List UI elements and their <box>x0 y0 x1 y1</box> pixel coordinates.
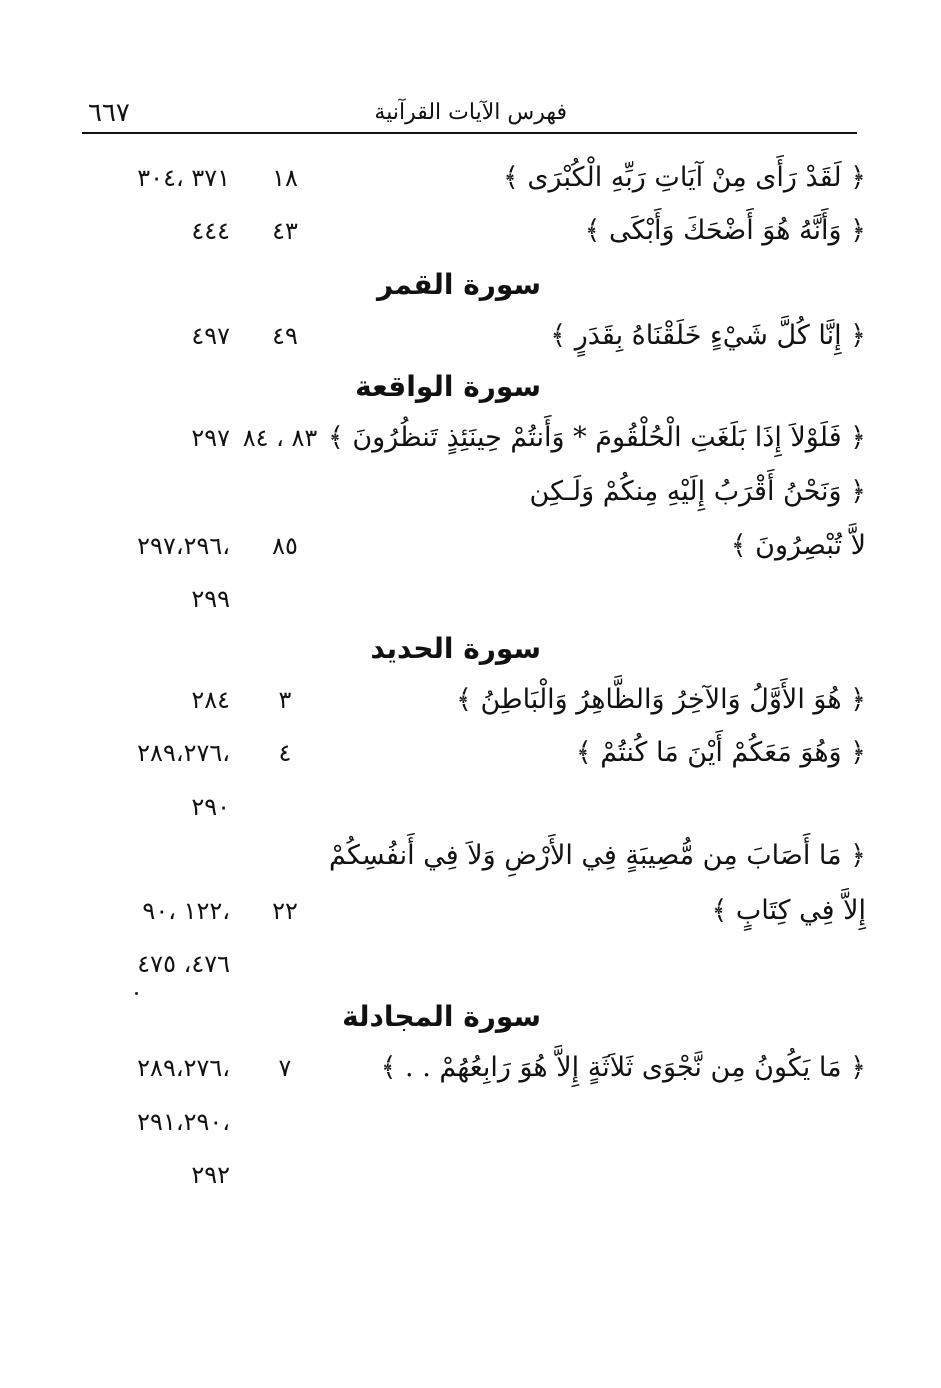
page-refs: ،٢٨٩،٢٧٦ <box>137 739 230 767</box>
page-refs: ٢٩٢ <box>191 1161 230 1189</box>
index-entry <box>0 787 941 837</box>
ayah-number: ٧ <box>278 1054 292 1082</box>
page-refs: ٢٨٤ <box>191 686 230 714</box>
page-refs: ،٢٩١،٢٩٠ <box>137 1108 230 1136</box>
page-refs: ،١٢٢ ،٩٠ <box>142 897 230 925</box>
page-refs: ٢٩٠ <box>191 793 230 821</box>
surah-heading: سورة المجادلة <box>342 1000 541 1033</box>
ayah-number: ٤٩ <box>272 322 298 350</box>
index-entry <box>0 418 941 468</box>
verse-text: ﴿ هُوَ الأَوَّلُ وَالآخِرُ وَالظَّاهِرُ وَالْبَاطِنُ ﴾ <box>456 684 866 715</box>
index-entry <box>0 836 941 886</box>
index-entry <box>0 526 941 576</box>
ayah-number: ٢٢ <box>272 897 298 925</box>
running-title: فهرس الآيات القرآنية <box>374 100 567 125</box>
surah-heading: سورة الحديد <box>370 632 541 665</box>
ayah-number: ٣ <box>278 686 292 714</box>
index-entry <box>0 680 941 730</box>
verse-text: ﴿ وَهُوَ مَعَكُمْ أَيْنَ مَا كُنتُمْ ﴾ <box>575 737 866 768</box>
page-refs: ٤٤٤ <box>191 217 230 245</box>
verse-text: ﴿ مَا يَكُونُ مِن نَّجْوَى ثَلاَثَةٍ إِلاَّ هُوَ رَابِعُهُمْ . . ﴾ <box>380 1052 866 1083</box>
page-refs: ٢٩٧ <box>191 424 230 452</box>
index-entry <box>0 211 941 261</box>
surah-heading: سورة الواقعة <box>355 370 541 403</box>
index-entry <box>0 316 941 366</box>
ayah-number: ٤ <box>278 739 292 767</box>
page-refs: ٤٩٧ <box>191 322 230 350</box>
page-header <box>82 96 857 136</box>
verse-text: لاَّ تُبْصِرُونَ ﴾ <box>730 530 866 561</box>
index-entry <box>0 944 941 994</box>
page-refs: ،٢٩٧،٢٩٦ <box>137 532 230 560</box>
verse-text: ﴿ وَأَنَّهُ هُوَ أَضْحَكَ وَأَبْكَى ﴾ <box>584 215 866 246</box>
index-entry <box>0 472 941 522</box>
header-rule <box>82 132 857 134</box>
verse-text: إِلاَّ فِي كِتَابٍ ﴾ <box>711 895 866 926</box>
index-entry <box>0 891 941 941</box>
index-entry <box>0 1048 941 1098</box>
verse-text: ﴿ إِنَّا كُلَّ شَيْءٍ خَلَقْنَاهُ بِقَدَرٍ ﴾ <box>550 320 866 351</box>
stray-dot <box>135 992 138 995</box>
verse-text: ﴿ لَقَدْ رَأَى مِنْ آيَاتِ رَبِّهِ الْكُبْرَى ﴾ <box>503 162 866 193</box>
index-entry <box>0 1155 941 1205</box>
verse-text: ﴿ مَا أَصَابَ مِن مُّصِيبَةٍ فِي الأَرْضِ وَلاَ فِي أَنفُسِكُمْ <box>329 840 866 871</box>
page-refs: ٣٧١ ،٣٠٤ <box>137 164 230 192</box>
ayah-number: ٨٣ ، ٨٤ <box>242 424 318 452</box>
ayah-number: ١٨ <box>272 164 298 192</box>
index-entry <box>0 733 941 783</box>
page-refs: ٢٩٩ <box>191 585 230 613</box>
verse-text: ﴿ فَلَوْلاَ إِذَا بَلَغَتِ الْحُلْقُومَ * وَأَنتُمْ حِينَئِذٍ تَنظُرُونَ ﴾ <box>327 422 866 453</box>
verse-text: ﴿ وَنَحْنُ أَقْرَبُ إِلَيْهِ مِنكُمْ وَلَـكِن <box>529 476 866 507</box>
index-entry <box>0 158 941 208</box>
ayah-number: ٨٥ <box>272 532 298 560</box>
surah-heading: سورة القمر <box>377 268 541 301</box>
page-refs: ٤٧٦، ٤٧٥ <box>137 950 230 978</box>
page-refs: ،٢٨٩،٢٧٦ <box>137 1054 230 1082</box>
index-entry <box>0 579 941 629</box>
page-number: ٦٦٧ <box>88 98 130 128</box>
index-entry <box>0 1102 941 1152</box>
ayah-number: ٤٣ <box>272 217 298 245</box>
